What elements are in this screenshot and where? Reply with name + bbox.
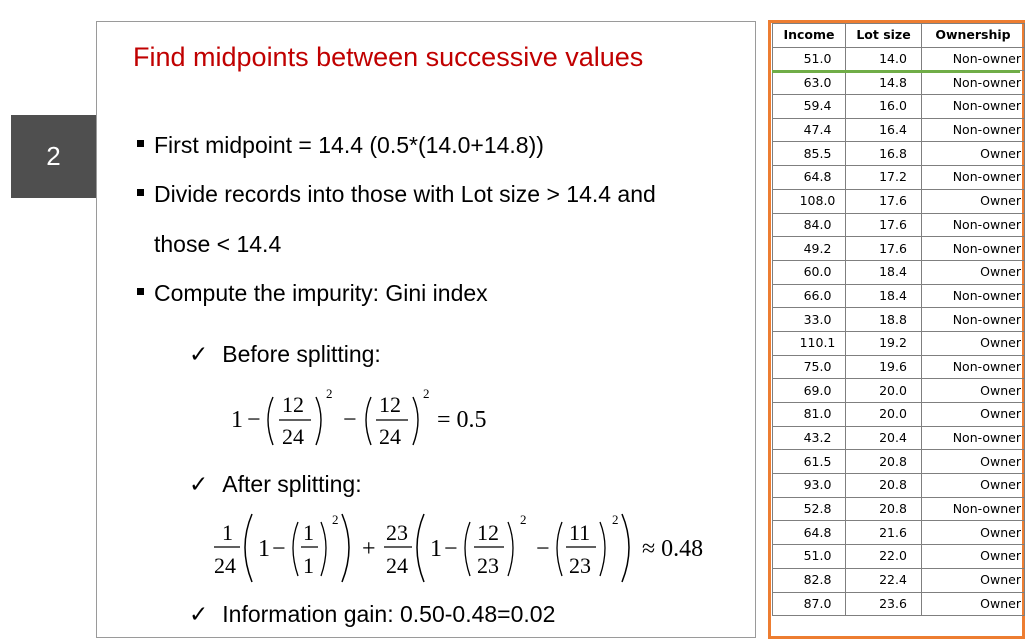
table-row: [773, 118, 1025, 142]
cell-lot-size: 22.4: [846, 568, 922, 592]
formula-minus: −: [247, 407, 261, 433]
cell-lot-size: 19.6: [846, 355, 922, 379]
cell-ownership: Non-owner: [922, 47, 1025, 71]
formula-minus: −: [343, 407, 357, 433]
left-paren-icon: [366, 397, 371, 445]
check-after-splitting: [189, 471, 362, 498]
table-row: [773, 95, 1025, 119]
cell-income: 93.0: [773, 474, 846, 498]
bullet-marker: [137, 288, 144, 295]
slide-title: Find midpoints between successive values: [133, 42, 644, 72]
check-text: Before splitting:: [222, 341, 381, 367]
fraction-numerator: 12: [477, 520, 499, 545]
cell-income: 64.8: [773, 521, 846, 545]
cell-income: 87.0: [773, 592, 846, 616]
table-row: [773, 521, 1025, 545]
exponent: 2: [332, 512, 339, 527]
cell-lot-size: 20.8: [846, 474, 922, 498]
cell-ownership: Non-owner: [922, 166, 1025, 190]
cell-income: 69.0: [773, 379, 846, 403]
bullet-first-midpoint: [137, 132, 544, 159]
cell-ownership: Non-owner: [922, 355, 1025, 379]
cell-lot-size: 16.8: [846, 142, 922, 166]
cell-ownership: Owner: [922, 189, 1025, 213]
cell-lot-size: 20.0: [846, 379, 922, 403]
left-big-paren-icon: [245, 514, 252, 582]
cell-income: 61.5: [773, 450, 846, 474]
table-row: [773, 237, 1025, 261]
cell-ownership: Owner: [922, 474, 1025, 498]
cell-ownership: Non-owner: [922, 308, 1025, 332]
fraction-denominator: 24: [214, 553, 236, 578]
cell-ownership: Non-owner: [922, 237, 1025, 261]
right-paren-icon: [316, 397, 321, 445]
table-row: [773, 166, 1025, 190]
cell-ownership: Owner: [922, 260, 1025, 284]
cell-lot-size: 22.0: [846, 545, 922, 569]
cell-income: 85.5: [773, 142, 846, 166]
cell-income: 51.0: [773, 47, 846, 71]
cell-income: 108.0: [773, 189, 846, 213]
cell-ownership: Non-owner: [922, 426, 1025, 450]
formula-after-splitting: [210, 506, 730, 593]
cell-lot-size: 17.2: [846, 166, 922, 190]
table-row: [773, 592, 1025, 616]
bullet-compute-impurity: [137, 280, 488, 307]
cell-lot-size: 18.4: [846, 284, 922, 308]
formula-minus: −: [536, 536, 550, 562]
table-row: [773, 450, 1025, 474]
cell-lot-size: 20.0: [846, 403, 922, 427]
table-row: [773, 403, 1025, 427]
right-paren-icon: [508, 522, 513, 576]
slide-number: 2: [11, 115, 96, 198]
cell-income: 52.8: [773, 497, 846, 521]
fraction-numerator: 1: [222, 520, 233, 545]
fraction-denominator: 1: [303, 553, 314, 578]
cell-income: 63.0: [773, 71, 846, 95]
split-line: [772, 70, 1020, 73]
cell-income: 66.0: [773, 284, 846, 308]
table-row: [773, 189, 1025, 213]
cell-ownership: Owner: [922, 521, 1025, 545]
cell-ownership: Non-owner: [922, 213, 1025, 237]
cell-income: 33.0: [773, 308, 846, 332]
table-row: [773, 545, 1025, 569]
formula-minus: −: [272, 536, 286, 562]
cell-lot-size: 18.8: [846, 308, 922, 332]
fraction-denominator: 23: [569, 553, 591, 578]
cell-lot-size: 18.4: [846, 260, 922, 284]
cell-ownership: Non-owner: [922, 118, 1025, 142]
right-paren-icon: [321, 522, 326, 576]
cell-income: 49.2: [773, 237, 846, 261]
cell-ownership: Owner: [922, 450, 1025, 474]
cell-lot-size: 14.8: [846, 71, 922, 95]
fraction-numerator: 12: [282, 392, 304, 417]
cell-income: 64.8: [773, 166, 846, 190]
table-row: [773, 426, 1025, 450]
cell-ownership: Owner: [922, 142, 1025, 166]
formula-plus: +: [362, 536, 376, 562]
cell-lot-size: 20.4: [846, 426, 922, 450]
cell-lot-size: 21.6: [846, 521, 922, 545]
fraction-numerator: 11: [569, 520, 591, 545]
cell-lot-size: 20.8: [846, 497, 922, 521]
left-big-paren-icon: [417, 514, 424, 582]
cell-ownership: Owner: [922, 403, 1025, 427]
fraction-numerator: 1: [303, 520, 314, 545]
cell-ownership: Non-owner: [922, 95, 1025, 119]
table-row: [773, 474, 1025, 498]
bullet-marker: [137, 140, 144, 147]
table-row: [773, 308, 1025, 332]
cell-income: 110.1: [773, 331, 846, 355]
formula-one: 1: [231, 407, 243, 433]
column-header-lot-size: Lot size: [846, 24, 922, 48]
fraction-denominator: 23: [477, 553, 499, 578]
cell-lot-size: 19.2: [846, 331, 922, 355]
cell-income: 81.0: [773, 403, 846, 427]
right-big-paren-icon: [342, 514, 349, 582]
fraction-denominator: 24: [282, 424, 304, 449]
bullet-continuation: those < 14.4: [154, 231, 282, 257]
cell-lot-size: 17.6: [846, 213, 922, 237]
cell-ownership: Owner: [922, 545, 1025, 569]
bullet-text: Compute the impurity: Gini index: [154, 280, 488, 306]
cell-ownership: Owner: [922, 331, 1025, 355]
right-paren-icon: [413, 397, 418, 445]
data-table: [772, 23, 1025, 616]
checkmark-icon: ✓: [189, 601, 209, 627]
cell-income: 59.4: [773, 95, 846, 119]
exponent: 2: [520, 512, 527, 527]
check-text: After splitting:: [222, 471, 362, 497]
left-paren-icon: [465, 522, 470, 576]
bullet-marker: [137, 189, 144, 196]
cell-ownership: Non-owner: [922, 497, 1025, 521]
cell-income: 47.4: [773, 118, 846, 142]
cell-lot-size: 23.6: [846, 592, 922, 616]
fraction-numerator: 23: [386, 520, 408, 545]
table-row: [773, 284, 1025, 308]
cell-ownership: Owner: [922, 568, 1025, 592]
table-row: [773, 568, 1025, 592]
right-paren-icon: [600, 522, 605, 576]
bullet-divide-records: [137, 181, 656, 208]
formula-result: = 0.5: [437, 407, 487, 433]
cell-income: 82.8: [773, 568, 846, 592]
cell-lot-size: 16.0: [846, 95, 922, 119]
table-body: [773, 47, 1025, 616]
checkmark-icon: ✓: [189, 471, 209, 497]
fraction-denominator: 24: [379, 424, 401, 449]
cell-lot-size: 17.6: [846, 237, 922, 261]
cell-ownership: Non-owner: [922, 284, 1025, 308]
table-row: [773, 71, 1025, 95]
table-row: [773, 47, 1025, 71]
cell-lot-size: 16.4: [846, 118, 922, 142]
table-row: [773, 142, 1025, 166]
table-row: [773, 379, 1025, 403]
check-before-splitting: [189, 341, 381, 368]
formula-one: 1: [430, 536, 442, 562]
cell-ownership: Non-owner: [922, 71, 1025, 95]
checkmark-icon: ✓: [189, 341, 209, 367]
formula-result: ≈ 0.48: [642, 536, 704, 562]
table-row: [773, 213, 1025, 237]
cell-ownership: Owner: [922, 592, 1025, 616]
column-header-income: Income: [773, 24, 846, 48]
right-big-paren-icon: [622, 514, 629, 582]
left-paren-icon: [557, 522, 562, 576]
table-row: [773, 260, 1025, 284]
cell-lot-size: 17.6: [846, 189, 922, 213]
cell-income: 51.0: [773, 545, 846, 569]
formula-before-splitting: [225, 383, 505, 460]
fraction-numerator: 12: [379, 392, 401, 417]
table-header-row: [773, 24, 1025, 48]
cell-income: 75.0: [773, 355, 846, 379]
cell-lot-size: 14.0: [846, 47, 922, 71]
column-header-ownership: Ownership: [922, 24, 1025, 48]
check-text: Information gain: 0.50-0.48=0.02: [222, 601, 556, 627]
exponent: 2: [326, 386, 333, 401]
cell-income: 60.0: [773, 260, 846, 284]
table-row: [773, 355, 1025, 379]
bullet-text: First midpoint = 14.4 (0.5*(14.0+14.8)): [154, 132, 544, 158]
table-row: [773, 497, 1025, 521]
table-row: [773, 331, 1025, 355]
exponent: 2: [423, 386, 430, 401]
cell-income: 43.2: [773, 426, 846, 450]
exponent: 2: [612, 512, 619, 527]
left-paren-icon: [293, 522, 298, 576]
formula-one: 1: [258, 536, 270, 562]
bullet-text: Divide records into those with Lot size > 14.4 and: [154, 181, 656, 207]
cell-ownership: Owner: [922, 379, 1025, 403]
fraction-denominator: 24: [386, 553, 408, 578]
cell-income: 84.0: [773, 213, 846, 237]
check-information-gain: [189, 601, 555, 628]
cell-lot-size: 20.8: [846, 450, 922, 474]
left-paren-icon: [268, 397, 273, 445]
formula-minus: −: [444, 536, 458, 562]
